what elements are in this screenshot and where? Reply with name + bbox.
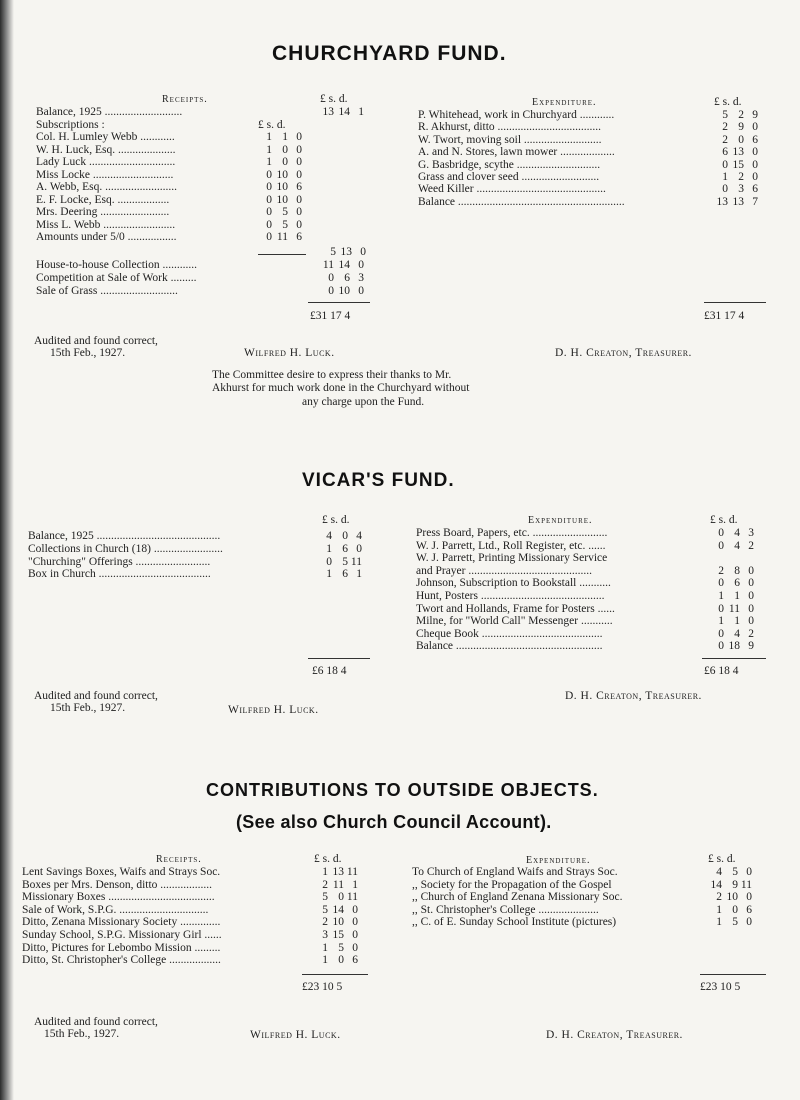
churchyard-expenditure-row-amount: 2 9 0 (722, 121, 758, 134)
outside-receipt-row-label: Lent Savings Boxes, Waifs and Strays Soc. (22, 866, 221, 878)
vicars-expenditure-row-label: and Prayer ........................................... (416, 564, 592, 577)
churchyard-expenditure-row-amount: 1 2 0 (722, 171, 758, 183)
vicars-expenditure-row-label: Hunt, Posters ........................................... (416, 590, 605, 602)
churchyard-receipt-row-amount: 0 11 6 (266, 231, 302, 243)
outside-expenditure-currency-head: £ s. d. (708, 853, 736, 865)
outside-receipt-row-label: Boxes per Mrs. Denson, ditto .................. (22, 878, 213, 891)
vicars-receipt-row-label: Collections in Church (18) ........................ (28, 542, 223, 555)
vicars-expenditure-currency-head: £ s. d. (710, 514, 738, 526)
churchyard-receipt-row-label: Amounts under 5/0 ................. (36, 231, 177, 243)
churchyard-expenditure-total-rule (704, 302, 766, 303)
outside-expenditure-row-amount: 1 0 6 (716, 903, 752, 916)
outside-receipt-row-label: Ditto, Pictures for Lebombo Mission ......... (22, 941, 221, 954)
vicars-expenditure-total: £6 18 4 (704, 665, 739, 677)
churchyard-receipt-row-label: W. H. Luck, Esq. .................... (36, 143, 176, 156)
vicars-receipt-row-amount: 0 5 11 (326, 555, 362, 568)
vicars-expenditure-row-label: Cheque Book .......................................... (416, 627, 603, 640)
churchyard-expenditure-currency-head: £ s. d. (714, 96, 742, 108)
outside-receipt-row-amount: 2 10 0 (322, 916, 358, 929)
outside-expenditure-row-label: ,, Society for the Propagation of the Gospel (412, 878, 612, 891)
outside-expenditure-row-amount: 14 9 11 (710, 878, 752, 891)
vicars-expenditure-row-amount: 0 4 2 (718, 539, 754, 552)
churchyard-expenditure-row-amount: 0 3 6 (722, 183, 758, 196)
outside-expenditure-row-label: ,, C. of E. Sunday School Institute (pictures) (412, 916, 617, 929)
vicars-receipt-row-label: Balance, 1925 ........................................... (28, 530, 221, 542)
churchyard-receipts-total-rule (308, 302, 370, 303)
churchyard-subtotal-rule (258, 254, 306, 255)
churchyard-receipts-heading: Receipts. (162, 94, 208, 105)
vicars-receipt-row-amount: 4 0 4 (326, 530, 362, 542)
churchyard-expenditure-row-label: P. Whitehead, work in Churchyard ............ (418, 109, 615, 121)
vicars-expenditure-row-label: W. J. Parrett, Printing Missionary Service (416, 552, 608, 565)
outside-receipt-row-amount: 5 14 0 (322, 903, 358, 916)
vicars-receipt-row-label: "Churching" Offerings .......................... (28, 555, 211, 568)
churchyard-expenditure-row-amount: 5 2 9 (722, 109, 758, 121)
churchyard-audited-line: Audited and found correct, (34, 335, 158, 347)
outside-audited-date: 15th Feb., 1927. (44, 1028, 120, 1040)
churchyard-receipt-row-amount: 0 10 6 (266, 181, 302, 193)
vicars-receipt-row-amount: 1 6 1 (326, 568, 362, 581)
outside-objects-subtitle: (See also Church Council Account). (236, 812, 552, 832)
churchyard-receipt-row-label: Miss Locke ............................ (36, 168, 174, 181)
vicars-expenditure-row-amount: 0 11 0 (718, 602, 754, 615)
churchyard-receipt-row-label: Balance, 1925 ........................... (36, 106, 183, 118)
churchyard-receipt-row-amount: 1 1 0 (266, 131, 302, 143)
churchyard-receipt-row-amount: 13 14 1 (322, 106, 364, 118)
vicars-audited-line: Audited and found correct, (34, 690, 158, 702)
churchyard-auditor-signature: Wilfred H. Luck. (244, 347, 335, 359)
churchyard-receipts-currency-head: £ s. d. (320, 93, 348, 105)
churchyard-expenditure-row-label: Balance .......................................................... (418, 195, 625, 208)
churchyard-receipt-row-label: E. F. Locke, Esq. .................. (36, 193, 170, 206)
churchyard-receipts-total: £31 17 4 (310, 310, 351, 322)
outside-expenditure-row-label: ,, Church of England Zenana Missionary Soc. (412, 891, 623, 904)
vicars-expenditure-row-amount: 1 1 0 (718, 590, 754, 602)
churchyard-expenditure-row-label: R. Akhurst, ditto .................................... (418, 121, 602, 134)
vicars-expenditure-row-label: Twort and Hollands, Frame for Posters ...... (416, 602, 615, 615)
outside-treasurer-signature: D. H. Creaton, Treasurer. (546, 1029, 683, 1041)
churchyard-receipt-row-amount: 0 10 0 (266, 193, 302, 206)
churchyard-receipt-row-amount: 0 10 0 (266, 168, 302, 181)
vicars-expenditure-row-amount: 1 1 0 (718, 615, 754, 628)
churchyard-expenditure-row-label: A. and N. Stores, lawn mower ................... (418, 146, 615, 159)
vicars-expenditure-row-label: Press Board, Papers, etc. .......................... (416, 527, 608, 539)
outside-receipts-total-rule (302, 974, 368, 975)
churchyard-note-line-2: Akhurst for much work done in the Churchyard without (212, 382, 470, 394)
churchyard-expenditure-row-amount: 0 15 0 (722, 158, 758, 171)
vicars-expenditure-row-amount: 0 4 2 (718, 627, 754, 640)
outside-receipts-total: £23 10 5 (302, 981, 343, 993)
outside-receipts-currency-head: £ s. d. (314, 853, 342, 865)
outside-audited-line: Audited and found correct, (34, 1016, 158, 1028)
churchyard-subscriptions-currency-head: £ s. d. (258, 119, 286, 131)
vicars-expenditure-row-label: Balance ................................................... (416, 640, 603, 653)
vicars-receipts-currency-head: £ s. d. (322, 514, 350, 526)
outside-expenditure-row-amount: 4 5 0 (716, 866, 752, 878)
vicars-receipt-row-amount: 1 6 0 (326, 542, 362, 555)
vicars-expenditure-row-label: Johnson, Subscription to Bookstall ........... (416, 577, 611, 590)
vicars-receipts-total: £6 18 4 (312, 665, 347, 677)
outside-receipt-row-label: Ditto, Zenana Missionary Society .............. (22, 916, 221, 929)
churchyard-expenditure-row-amount: 2 0 6 (722, 133, 758, 146)
churchyard-receipt-row-amount: 1 0 0 (266, 156, 302, 168)
churchyard-receipt-row-label: Subscriptions : (36, 118, 105, 131)
outside-receipt-row-amount: 2 11 1 (322, 878, 358, 891)
churchyard-audited-date: 15th Feb., 1927. (50, 347, 126, 359)
churchyard-receipt-row-amount: 0 5 0 (266, 206, 302, 218)
churchyard-expenditure-row-amount: 13 13 7 (716, 195, 758, 208)
churchyard-receipt-row-amount: 0 10 0 (328, 285, 364, 297)
outside-receipt-row-label: Ditto, St. Christopher's College .................. (22, 954, 221, 967)
outside-receipts-heading: Receipts. (156, 854, 202, 865)
vicars-expenditure-row-amount: 0 4 3 (718, 527, 754, 539)
churchyard-receipt-row-amount: 1 0 0 (266, 143, 302, 156)
outside-expenditure-row-amount: 1 5 0 (716, 916, 752, 929)
outside-receipt-row-label: Missionary Boxes ..................................... (22, 891, 215, 904)
outside-expenditure-total-rule (700, 974, 766, 975)
outside-receipt-row-amount: 1 13 11 (322, 866, 358, 878)
outside-expenditure-heading: Expenditure. (526, 855, 591, 866)
outside-receipt-row-label: Sunday School, S.P.G. Missionary Girl ...... (22, 929, 222, 941)
vicars-treasurer-signature: D. H. Creaton, Treasurer. (565, 690, 702, 702)
churchyard-note-line-1: The Committee desire to express their thanks to Mr. (212, 369, 452, 381)
vicars-audited-date: 15th Feb., 1927. (50, 702, 126, 714)
vicars-expenditure-row-amount: 0 6 0 (718, 577, 754, 590)
vicars-receipts-total-rule (308, 658, 370, 659)
vicars-expenditure-row-label: Milne, for "World Call" Messenger ........... (416, 615, 613, 628)
churchyard-treasurer-signature: D. H. Creaton, Treasurer. (555, 347, 692, 359)
churchyard-receipt-row-label: Miss L. Webb ......................... (36, 218, 176, 231)
outside-receipt-row-label: Sale of Work, S.P.G. ............................... (22, 903, 209, 916)
vicars-auditor-signature: Wilfred H. Luck. (228, 704, 319, 716)
churchyard-expenditure-heading: Expenditure. (532, 97, 597, 108)
outside-receipt-row-amount: 1 0 6 (322, 954, 358, 967)
vicars-expenditure-total-rule (702, 658, 766, 659)
churchyard-expenditure-row-label: G. Basbridge, scythe ............................. (418, 158, 601, 171)
outside-expenditure-row-amount: 2 10 0 (716, 891, 752, 904)
churchyard-expenditure-row-label: Grass and clover seed ........................... (418, 171, 600, 183)
outside-receipt-row-amount: 1 5 0 (322, 941, 358, 954)
churchyard-receipt-row-amount: 11 14 0 (322, 259, 364, 271)
churchyard-expenditure-row-label: Weed Killer ............................................. (418, 183, 606, 196)
churchyard-fund-title: CHURCHYARD FUND. (272, 42, 507, 65)
vicars-expenditure-row-label: W. J. Parrett, Ltd., Roll Register, etc. ...... (416, 539, 606, 552)
churchyard-expenditure-row-label: W. Twort, moving soil ........................... (418, 133, 602, 146)
churchyard-note-line-3: any charge upon the Fund. (302, 396, 425, 408)
vicars-expenditure-heading: Expenditure. (528, 515, 593, 526)
outside-receipt-row-amount: 3 15 0 (322, 929, 358, 941)
ledger-page: CHURCHYARD FUND. Receipts. £ s. d. £ s. d. Balance, 1925 ........................... 13 14 1 Subscriptions : Col. H. Lumley Webb ............ 1 1 0 W. H. Luck, Esq. .................... 1 0 0 Lady Luck .............................. 1 0 0 Miss Locke ............................ 0 10 0 A. Webb, Esq. ......................... 0 10 6 E. F. Locke, Esq. .................. 0 10 0 Mrs. Deering ........................ 0 5 0 Miss L. Webb ......................... 0 5 0 Amounts under 5/0 ................. 0 11 6 5 13 0 House-to-house Collection ............ 11 14 0 Competition at Sale of Work ......... 0 6 3 Sale of Grass ........................... 0 10 0 £31 17 4 Expenditure. £ s. d. P. Whitehead, work in Churchyard ............ 5 2 9 R. Akhurst, ditto .................................... 2 9 0 W. Twort, moving soil ........................... 2 0 6 A. and N. Stores, lawn mower ................... 6 13 0 G. Basbridge, scythe ............................. 0 15 0 Grass and clover seed ........................... 1 2 0 Weed Killer ............................................. 0 3 6 Balance .......................................................... 13 13 7 £31 17 4 Audited and found correct, 15th Feb., 1927. Wilfred H. Luck. D. H. Creaton, Treasurer. The Committee desire to express their thanks to Mr. Akhurst for much work done in the Churchyard without any charge upon the Fund. VICAR'S FUND. £ s. d. Balance, 1925 ........................................... 4 0 4 Collections in Church (18) ........................ 1 6 0 "Churching" Offerings .......................... 0 5 11 Box in Church ....................................... 1 6 1 £6 18 4 Expenditure. £ s. d. Press Board, Papers, etc. .......................... 0 4 3 W. J. Parrett, Ltd., Roll Register, etc. ...... 0 4 2 W. J. Parrett, Printing Missionary Service and Prayer ........................................... 2 8 0 Johnson, Subscription to Bookstall ........... 0 6 0 Hunt, Posters ........................................... 1 1 0 Twort and Hollands, Frame for Posters ...... 0 11 0 Milne, for "World Call" Messenger ........... 1 1 0 Cheque Book .......................................... 0 4 2 Balance ................................................... 0 18 9 £6 18 4 Audited and found correct, 15th Feb., 1927. Wilfred H. Luck. D. H. Creaton, Treasurer. CONTRIBUTIONS TO OUTSIDE OBJECTS. (See also Church Council Account). Receipts. £ s. d. Lent Savings Boxes, Waifs and Strays Soc. 1 13 11 Boxes per Mrs. Denson, ditto .................. 2 11 1 Missionary Boxes ..................................... 5 0 11 Sale of Work, S.P.G. ............................... 5 14 0 Ditto, Zenana Missionary Society .............. 2 10 0 Sunday School, S.P.G. Missionary Girl ...... 3 15 0 Ditto, Pictures for Lebombo Mission ......... 1 5 0 Ditto, St. Christopher's College .................. 1 0 6 £23 10 5 Expenditure. £ s. d. To Church of England Waifs and Strays Soc. 4 5 0 ,, Society for the Propagation of the Gospel 14 9 11 ,, Church of England Zenana Missionary Soc. 2 10 0 ,, St. Christopher's College ..................... 1 0 6 ,, C. of E. Sunday School Institute (pictures) 1 5 0 £23 10 5 Audited and found correct, 15th Feb., 1927. Wilfred H. Luck. D. H. Creaton, Treasurer. (0, 0, 800, 1100)
churchyard-receipt-row-label: Competition at Sale of Work ......... (36, 272, 197, 284)
churchyard-expenditure-row-amount: 6 13 0 (722, 146, 758, 159)
outside-expenditure-row-label: ,, St. Christopher's College ..................... (412, 903, 599, 916)
vicars-expenditure-row-amount: 2 8 0 (718, 564, 754, 577)
churchyard-receipt-row-label: House-to-house Collection ............ (36, 259, 197, 271)
vicars-fund-title: VICAR'S FUND. (302, 470, 455, 491)
churchyard-receipt-row-amount: 0 5 0 (266, 218, 302, 231)
vicars-receipt-row-label: Box in Church ....................................... (28, 568, 211, 581)
outside-receipt-row-amount: 5 0 11 (322, 891, 358, 904)
outside-expenditure-row-label: To Church of England Waifs and Strays Soc. (412, 866, 618, 878)
churchyard-receipt-row-label: Col. H. Lumley Webb ............ (36, 131, 175, 143)
churchyard-receipt-row-amount: 0 6 3 (328, 272, 364, 284)
book-spine-shadow (0, 0, 14, 1100)
churchyard-expenditure-total: £31 17 4 (704, 310, 745, 322)
churchyard-receipt-row-label: Sale of Grass ........................... (36, 285, 178, 297)
churchyard-receipt-row-label: Mrs. Deering ........................ (36, 206, 170, 218)
outside-auditor-signature: Wilfred H. Luck. (250, 1029, 341, 1041)
churchyard-receipt-row-label: A. Webb, Esq. ......................... (36, 181, 178, 193)
vicars-expenditure-row-amount: 0 18 9 (718, 640, 754, 653)
outside-expenditure-total: £23 10 5 (700, 981, 741, 993)
churchyard-receipt-row-label: Lady Luck .............................. (36, 156, 176, 168)
outside-objects-title: CONTRIBUTIONS TO OUTSIDE OBJECTS. (206, 780, 599, 800)
